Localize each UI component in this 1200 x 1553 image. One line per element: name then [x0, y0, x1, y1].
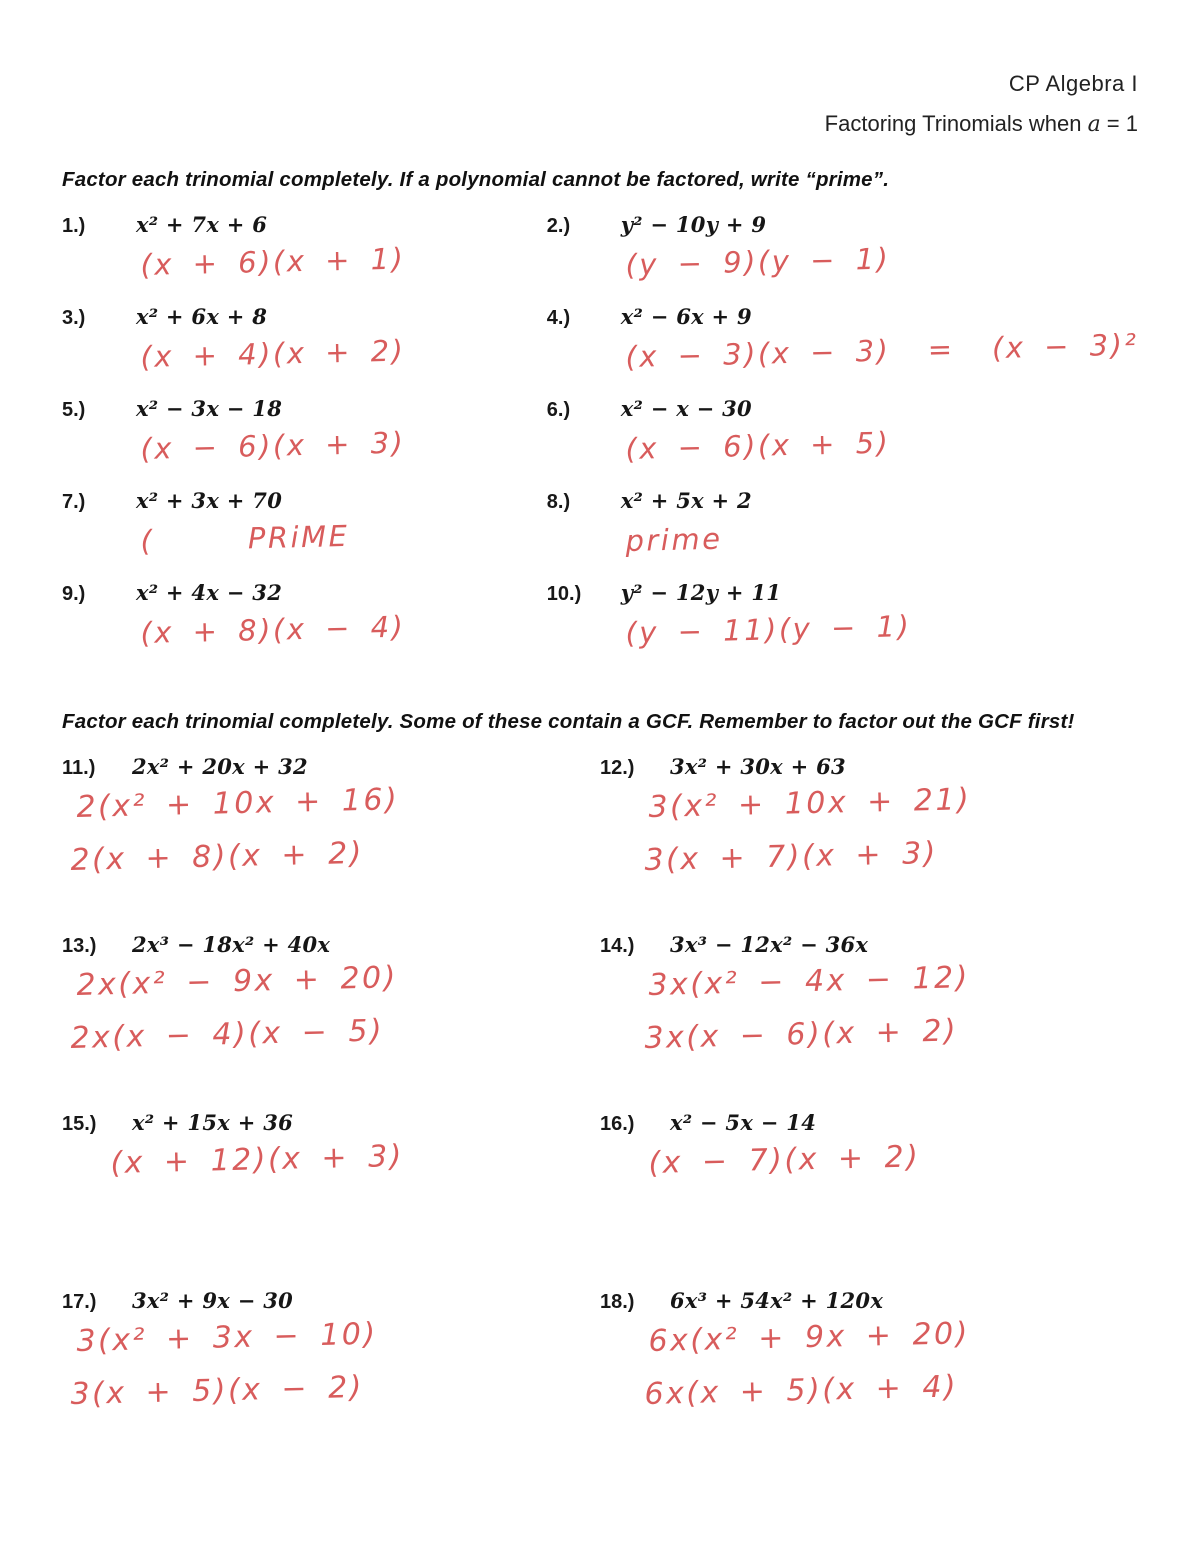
worksheet-title-variable: a: [1087, 111, 1101, 137]
problem-15-statement: [62, 1110, 600, 1136]
problem-10: [547, 580, 1138, 672]
problem-18-handwritten-answer-line2: 6x(x + 5)(x + 4): [644, 1369, 959, 1412]
problem-17-number: 17.): [62, 1291, 97, 1314]
problem-12-statement: [600, 754, 1138, 780]
problem-17-handwritten-answer-line2: 3(x + 5)(x − 2): [70, 1369, 365, 1412]
problem-10-handwritten-answer: (y − 11)(y − 1): [624, 609, 912, 651]
problem-1-statement: [62, 212, 547, 238]
problem-14-handwritten-answer-line2: 3x(x − 6)(x + 2): [644, 1013, 959, 1056]
problem-2-expression: y² − 10y + 9: [620, 212, 767, 238]
problem-1-expression: x² + 7x + 6: [136, 212, 268, 238]
section2-instruction: Factor each trinomial completely. Some of these contain a GCF. Remember to factor out the GCF first!: [62, 710, 1075, 734]
problem-2: [547, 212, 1138, 304]
problem-6-expression: x² − x − 30: [620, 396, 752, 422]
problem-4-number: 4.): [546, 307, 571, 330]
problem-10-expression: y² − 12y + 11: [620, 580, 782, 606]
problem-16-handwritten-answer: (x − 7)(x + 2): [648, 1139, 921, 1182]
problem-16: [600, 1110, 1138, 1288]
problem-12-expression: 3x² + 30x + 63: [670, 754, 846, 780]
problem-12-handwritten-answer-line2: 3(x + 7)(x + 3): [644, 835, 939, 878]
problem-11-expression: 2x² + 20x + 32: [132, 754, 308, 780]
problem-5-statement: [62, 396, 547, 422]
section1-problems: [62, 212, 1138, 672]
problem-10-number: 10.): [546, 583, 582, 606]
problem-8-handwritten-answer: prime: [624, 521, 723, 559]
problem-5-number: 5.): [62, 399, 86, 422]
problem-6-number: 6.): [546, 399, 571, 422]
problem-4-handwritten-answer: (x − 3)(x − 3) = (x − 3)²: [624, 327, 1139, 375]
problem-18-number: 18.): [600, 1291, 635, 1314]
problem-16-number: 16.): [600, 1113, 635, 1136]
problem-5-handwritten-answer: (x − 6)(x + 3): [140, 425, 406, 467]
worksheet-title-text: Factoring Trinomials when: [824, 110, 1088, 136]
problem-6-handwritten-answer: (x − 6)(x + 5): [624, 425, 891, 467]
problem-13-number: 13.): [62, 935, 97, 958]
problem-9-statement: [62, 580, 547, 606]
problem-3-handwritten-answer: (x + 4)(x + 2): [140, 333, 406, 375]
problem-4: [547, 304, 1138, 396]
problem-17-expression: 3x² + 9x − 30: [132, 1288, 294, 1314]
problem-7-expression: x² + 3x + 70: [136, 488, 283, 514]
problem-10-statement: [547, 580, 1138, 606]
problem-8-number: 8.): [546, 491, 571, 514]
problem-3-expression: x² + 6x + 8: [136, 304, 268, 330]
problem-8-statement: [547, 488, 1138, 514]
problem-13-handwritten-answer-line1: 2x(x² − 9x + 20): [76, 960, 399, 1004]
problem-13-handwritten-answer-line2: 2x(x − 4)(x − 5): [70, 1013, 385, 1056]
course-title: CP Algebra I: [1008, 71, 1138, 96]
problem-11-handwritten-answer-line2: 2(x + 8)(x + 2): [70, 835, 365, 878]
problem-3-number: 3.): [62, 307, 86, 330]
page-header: [62, 64, 1138, 144]
problem-1-handwritten-answer: (x + 6)(x + 1): [140, 241, 406, 283]
problem-1: [62, 212, 547, 304]
problem-6-statement: [547, 396, 1138, 422]
problem-12: [600, 754, 1138, 932]
problem-16-expression: x² − 5x − 14: [670, 1110, 817, 1136]
problem-12-number: 12.): [600, 757, 635, 780]
problem-14-handwritten-answer-line1: 3x(x² − 4x − 12): [648, 960, 971, 1004]
problem-11-number: 11.): [62, 757, 96, 780]
section2-problems: [62, 754, 1138, 1466]
problem-4-statement: [547, 304, 1138, 330]
section1-instruction: Factor each trinomial completely. If a polynomial cannot be factored, write “prime”.: [62, 168, 890, 192]
problem-15: [62, 1110, 600, 1288]
problem-5: [62, 396, 547, 488]
problem-4-expression: x² − 6x + 9: [620, 304, 752, 330]
problem-18-handwritten-answer-line1: 6x(x² + 9x + 20): [648, 1316, 971, 1360]
problem-18-expression: 6x³ + 54x² + 120x: [670, 1288, 884, 1314]
problem-9: [62, 580, 547, 672]
problem-15-handwritten-answer: (x + 12)(x + 3): [110, 1139, 405, 1182]
problem-9-handwritten-answer: (x + 8)(x − 4): [140, 609, 406, 651]
problem-12-handwritten-answer-line1: 3(x² + 10x + 21): [648, 782, 972, 826]
problem-13-expression: 2x³ − 18x² + 40x: [132, 932, 331, 958]
problem-3: [62, 304, 547, 396]
problem-11-handwritten-answer-line1: 2(x² + 10x + 16): [76, 782, 400, 826]
problem-2-handwritten-answer: (y − 9)(y − 1): [624, 241, 891, 283]
problem-18: [600, 1288, 1138, 1466]
problem-2-number: 2.): [546, 215, 571, 238]
problem-16-statement: [600, 1110, 1138, 1136]
problem-7-number: 7.): [62, 491, 86, 514]
problem-6: [547, 396, 1138, 488]
problem-2-statement: [547, 212, 1138, 238]
problem-7: [62, 488, 547, 580]
problem-9-expression: x² + 4x − 32: [136, 580, 283, 606]
problem-17-handwritten-answer-line1: 3(x² + 3x − 10): [76, 1316, 379, 1360]
worksheet-title: [62, 104, 1138, 145]
problem-7-statement: [62, 488, 547, 514]
problem-14: [600, 932, 1138, 1110]
problem-8-expression: x² + 5x + 2: [620, 488, 752, 514]
worksheet-title-suffix: = 1: [1100, 110, 1138, 136]
problem-8: [547, 488, 1138, 580]
problem-3-statement: [62, 304, 547, 330]
problem-17: [62, 1288, 600, 1466]
problem-14-expression: 3x³ − 12x² − 36x: [670, 932, 869, 958]
problem-14-number: 14.): [600, 935, 635, 958]
problem-5-expression: x² − 3x − 18: [136, 396, 283, 422]
problem-9-number: 9.): [62, 583, 86, 606]
problem-11: [62, 754, 600, 932]
problem-7-handwritten-answer: ( PRiME: [140, 519, 350, 559]
problem-1-number: 1.): [62, 215, 86, 238]
problem-14-statement: [600, 932, 1138, 958]
problem-15-number: 15.): [62, 1113, 97, 1136]
problem-18-statement: [600, 1288, 1138, 1314]
problem-15-expression: x² + 15x + 36: [132, 1110, 294, 1136]
problem-13: [62, 932, 600, 1110]
